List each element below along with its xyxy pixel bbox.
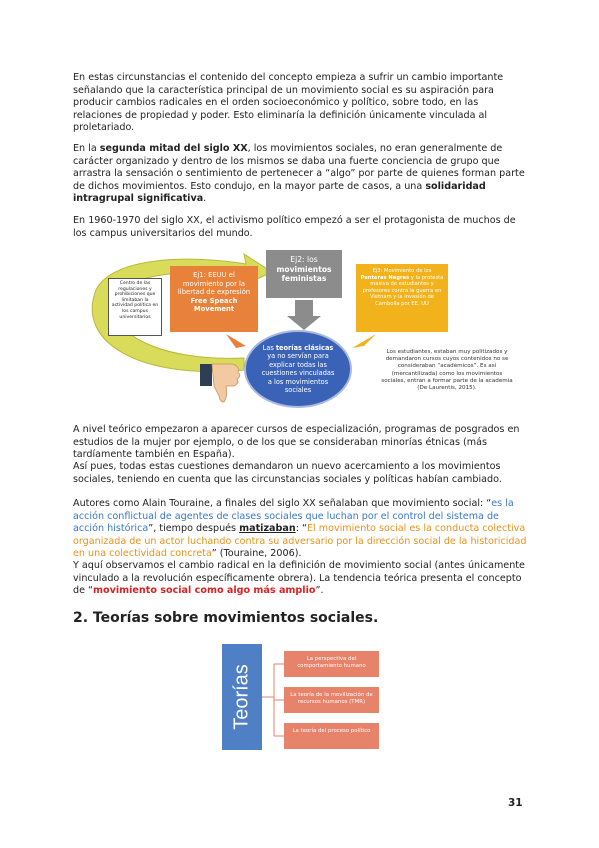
diagram-gray-box (266, 250, 342, 298)
gray-box-text: Ej2: los (290, 255, 318, 264)
page-number: 31 (508, 797, 523, 809)
theory-item-3: La teoría del proceso político (284, 723, 379, 749)
yellow-box-bold: Panteras Negras (360, 274, 410, 281)
yellow-box-text-1: Ej3: Movimiento de los (372, 268, 432, 274)
circle-bold: teorías clásicas (275, 344, 334, 352)
touraine-quote-2: El movimiento social es la conducta colectiva organizada de un actor luchando contra su adversario por la dirección social de la historicidad en una colectividad concreta (73, 523, 527, 560)
matizaban-word: matizaban (239, 523, 296, 535)
yellow-box-text-2: y la protesta masiva de estudiantes y profesores contra la guerra en Vietnam y la invasión de Cambolla por EE. UU (362, 274, 444, 307)
touraine-quote-1: es la acción conflictual de agentes de clases sociales que luchan por el control del sistema de acción histórica (73, 498, 514, 535)
paragraph-1: En estas circunstancias el contenido del concepto empieza a sufrir un cambio importante señalando que la característica principal de un movimiento social es su aspiración para producir cambios radicales en el orden socioeconómico y político, sobre todo, en las relaciones de propiedad y poder. Esto eliminaría la definición únicamente vinculada al proletariado. (73, 72, 504, 134)
diagram-right-text: Los estudiantes, estaban muy politizados y demandaron cursos cuyos contenidos no se consideraban “académicos”. Es así (mercantilizada) como los movimientos sociales, entran a formar parte de la academia (De Laurentis, 2015). (376, 346, 518, 398)
theory-item-1: La perspectiva del comportamiento humano (284, 651, 379, 677)
orange-box-text: Ej1: EEUU el movimiento por la libertad de expresión (177, 271, 251, 297)
paragraph-5: Así pues, todas estas cuestiones demandaron un nuevo acercamiento a los movimientos sociales, teniendo en cuenta que las circunstancias sociales y políticas habían cambiado. (73, 461, 502, 485)
p2-text-3: . (203, 193, 207, 205)
circle-text-2: ya no servían para explicar todas las cuestiones vinculadas a los movimientos sociales (261, 352, 335, 395)
theories-title: Teorías (230, 664, 253, 730)
p2-bold-2: solidaridad intragrupal significativa (73, 180, 486, 205)
paragraph-6 (73, 498, 528, 561)
p2-text-2: , los movimientos sociales, no eran generalmente de carácter organizado y dentro de los mismos se daba una fuerte conciencia de grupo que arrastra la sensación o sentimiento de pertenecer a “algo” por parte de quienes forman parte de dichos movimientos. Esto condujo, en la mayor parte de casos, a una (73, 143, 525, 192)
diagram-left-box: Centro de las regulaciones y prohibiciones que limitaban la actividad política en los campus universitarios (108, 278, 162, 336)
p2-bold-1: segunda mitad del siglo XX (99, 143, 248, 154)
section-heading: 2. Teorías sobre movimientos sociales. (73, 610, 379, 626)
gray-box-bold: movimientos feministas (276, 264, 332, 283)
p6-text-3: : “ (295, 523, 307, 535)
theory-item-2: La teoría de la movilización de recursos humanos (TMR) (284, 687, 379, 713)
paragraph-7 (73, 560, 528, 598)
paragraph-4: A nivel teórico empezaron a aparecer cursos de especialización, programas de posgrados en estudios de la mujer por ejemplo, o de los que se consideraban minorías étnicas (más tardíamente también en España). (73, 424, 520, 461)
p6-text-1: Autores como Alain Touraine, a finales del siglo XX señalaban que movimiento social: “ (73, 498, 492, 509)
paragraph-3: En 1960-1970 del siglo XX, el activismo político empezó a ser el protagonista de muchos de los campus universitarios del mundo. (73, 215, 516, 239)
circle-text-1: Las (262, 344, 276, 352)
p6-text-2: ”, tiempo después (148, 523, 240, 535)
p7-text-2: ”. (315, 585, 324, 597)
p6-text-4: ” (Touraine, 2006). (211, 548, 302, 560)
diagram-circle (244, 330, 352, 408)
orange-box-bold: Free Speach Movement (190, 296, 238, 314)
diagram-theories (222, 644, 382, 750)
diagram-orange-box (170, 266, 258, 332)
p2-text-1: En la (73, 143, 100, 154)
p7-text-1: Y aquí observamos el cambio radical en la definición de movimiento social (antes únicamente vinculado a la revolución específicamente obrera). La tendencia teórica presenta el concepto de “ (73, 560, 525, 597)
red-highlight: movimiento social como algo más amplio (93, 585, 316, 597)
diagram-activism (76, 250, 523, 410)
paragraph-2 (73, 143, 528, 206)
diagram-yellow-box (356, 264, 448, 332)
thumbs-down-icon (200, 364, 240, 402)
